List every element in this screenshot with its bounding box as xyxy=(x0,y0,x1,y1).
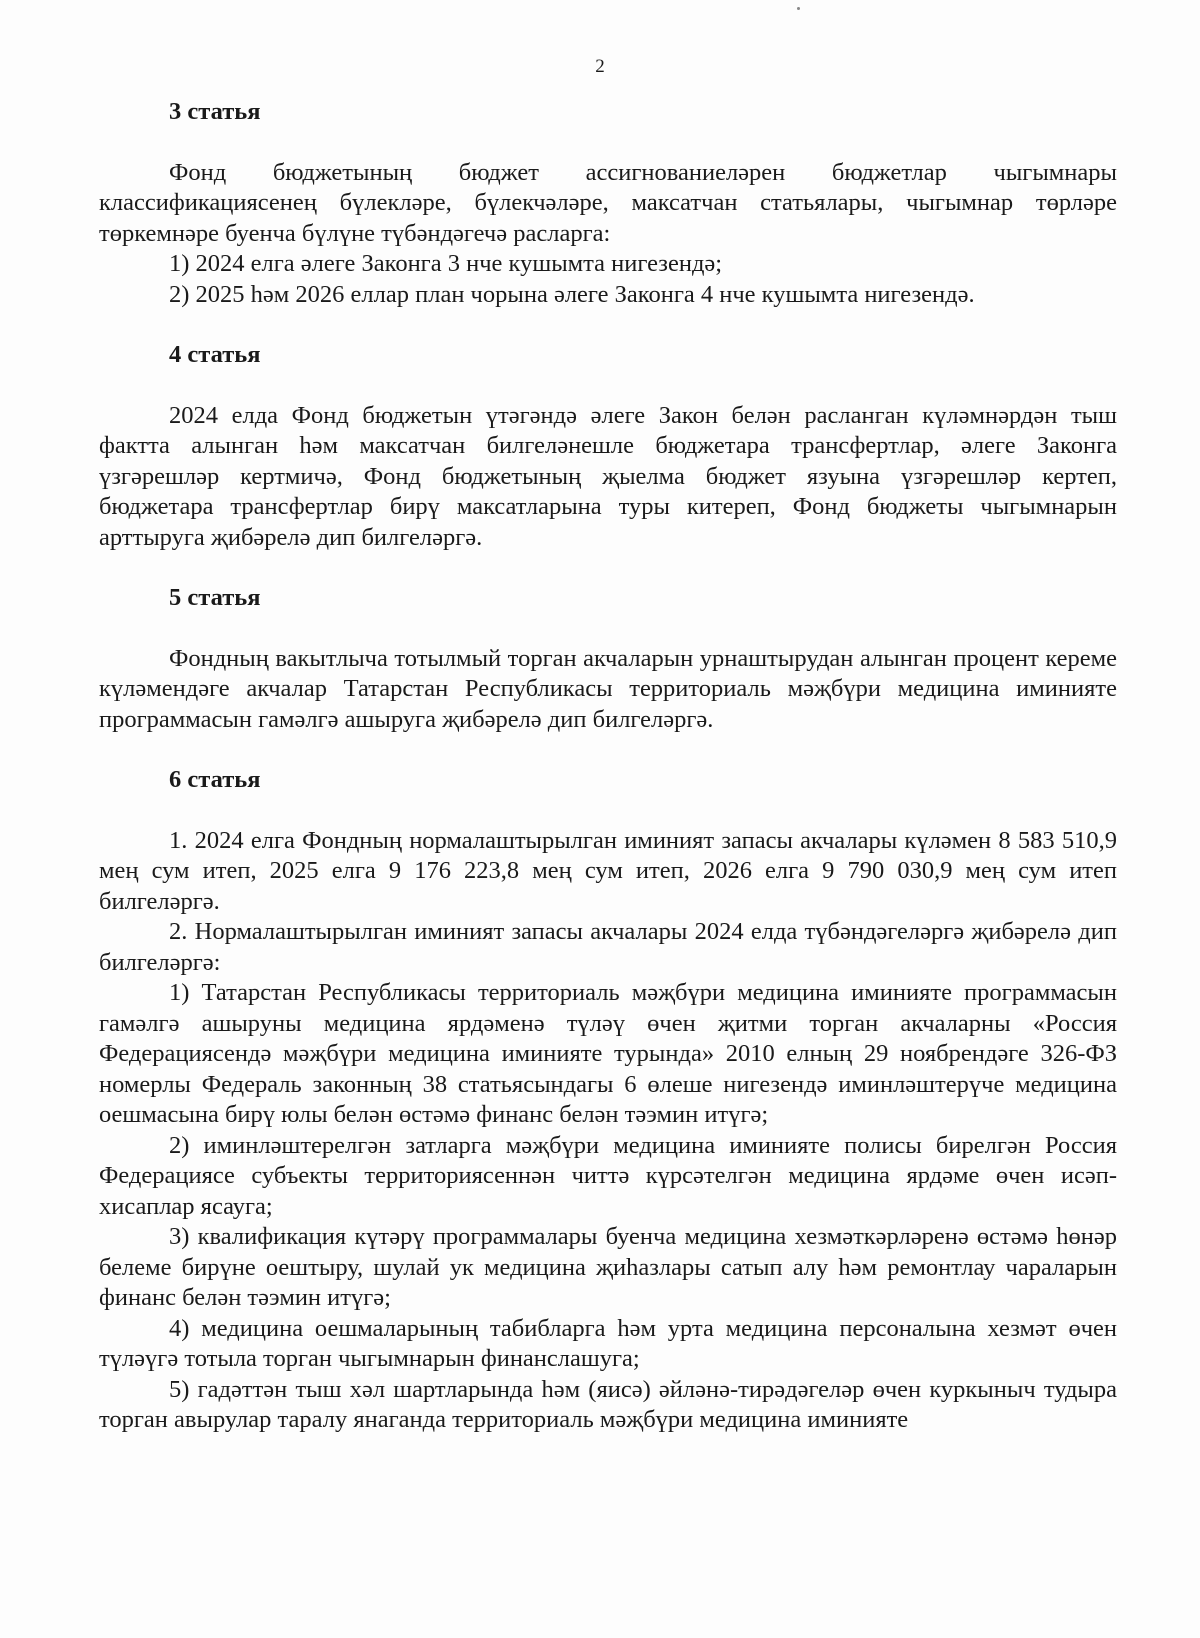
article-6 xyxy=(99,765,1117,1436)
enumerated-list xyxy=(99,249,1117,310)
paragraph: 1. 2024 елга Фондның нормалаштырылган иминият запасы акчалары күләмен 8 583 510,9 мең сум итеп, 2025 елга 9 176 223,8 мең сум итеп, 2026 елга 9 790 030,9 мең сум итеп билгеләргә. xyxy=(99,826,1117,915)
article-3 xyxy=(99,97,1117,310)
paragraph: Фондның вакытлыча тотылмый торган акчаларын урнаштырудан алынган процент кереме күләмендәге акчалар Татарстан Республикасы территориаль мәҗбүри медицина иминияте программасын гамәлгә ашыруга җибәрелә дип билгеләргә. xyxy=(99,644,1117,733)
article-heading: 4 статья xyxy=(169,341,261,368)
list-item: 1) Татарстан Республикасы территориаль мәҗбүри медицина иминияте программасын гамәлгә ашыруны медицина ярдәменә түләү өчен җитми торган акчаларны «Россия Федерациясендә мәҗбүри медицина иминияте турында» 2010 елның 29 ноябрендәге 326-ФЗ номерлы Федераль законның 38 статьясындагы 6 өлеше нигезендә иминләштерүче медицина оешмасына бирү юлы белән өстәмә финанс белән тәэмин итүгә; xyxy=(99,979,1117,1128)
paragraph: 2. Нормалаштырылган иминият запасы акчалары 2024 елда түбәндәгеләргә җибәрелә дип билгеләргә: xyxy=(99,918,1117,976)
list-item: 3) квалификация күтәрү программалары буенча медицина хезмәткәрләренә өстәмә һөнәр белеме бирүне оештыру, шулай ук медицина җиһазлары сатып алу һәм ремонтлау чараларын финанс белән тәэмин итүгә; xyxy=(99,1223,1117,1311)
article-heading: 6 статья xyxy=(169,766,261,793)
article-4 xyxy=(99,340,1117,553)
paragraph: 2024 елда Фонд бюджетын үтәгәндә әлеге Закон белән расланган күләмнәрдән тыш фактта алынган һәм максатчан билгеләнешле бюджетара трансфертлар, әлеге Законга үзгәрешләр кертмичә, Фонд бюджетының җыелма бюджет язуына үзгәрешләр кертеп, бюджетара трансфертлар бирү максатларына туры китереп, Фонд бюджеты чыгымнарын арттыруга җибәрелә дип билгеләргә. xyxy=(99,401,1117,551)
article-heading: 5 статья xyxy=(169,584,261,611)
page-number: 2 xyxy=(595,56,605,77)
list-item: 2) иминләштерелгән затларга мәҗбүри медицина иминияте полисы бирелгән Россия Федерациясе субъекты территориясеннән читтә күрсәтелгән медицина ярдәме өчен исәп-хисаплар ясауга; xyxy=(99,1131,1117,1220)
document-body xyxy=(99,97,1117,1436)
list-item: 4) медицина оешмаларының табибларга һәм урта медицина персоналына хезмәт өчен түләүгә тотыла торган чыгымнарын финанслашуга; xyxy=(99,1314,1117,1372)
article-heading: 3 статья xyxy=(169,98,261,125)
list-item: 2) 2025 һәм 2026 еллар план чорына әлеге Законга 4 нче кушымта нигезендә. xyxy=(169,280,975,308)
enumerated-list xyxy=(99,978,1117,1436)
scan-speck xyxy=(797,7,800,10)
list-item: 1) 2024 елга әлеге Законга 3 нче кушымта нигезендә; xyxy=(169,250,723,277)
article-5 xyxy=(99,583,1117,735)
paragraph: Фонд бюджетының бюджет ассигнованиеләрен бюджетлар чыгымнары классификациясенең бүлекләре, бүлекчәләре, максатчан статьялары, чыгымнар төрләре төркемнәре буенча бүлүне түбәндәгечә расларга: xyxy=(99,158,1117,247)
list-item: 5) гадәттән тыш хәл шартларында һәм (яисә) әйләнә-тирәдәгеләр өчен куркыныч тудыра торган авырулар таралу янаганда территориаль мәҗбүри медицина иминияте xyxy=(99,1375,1117,1433)
